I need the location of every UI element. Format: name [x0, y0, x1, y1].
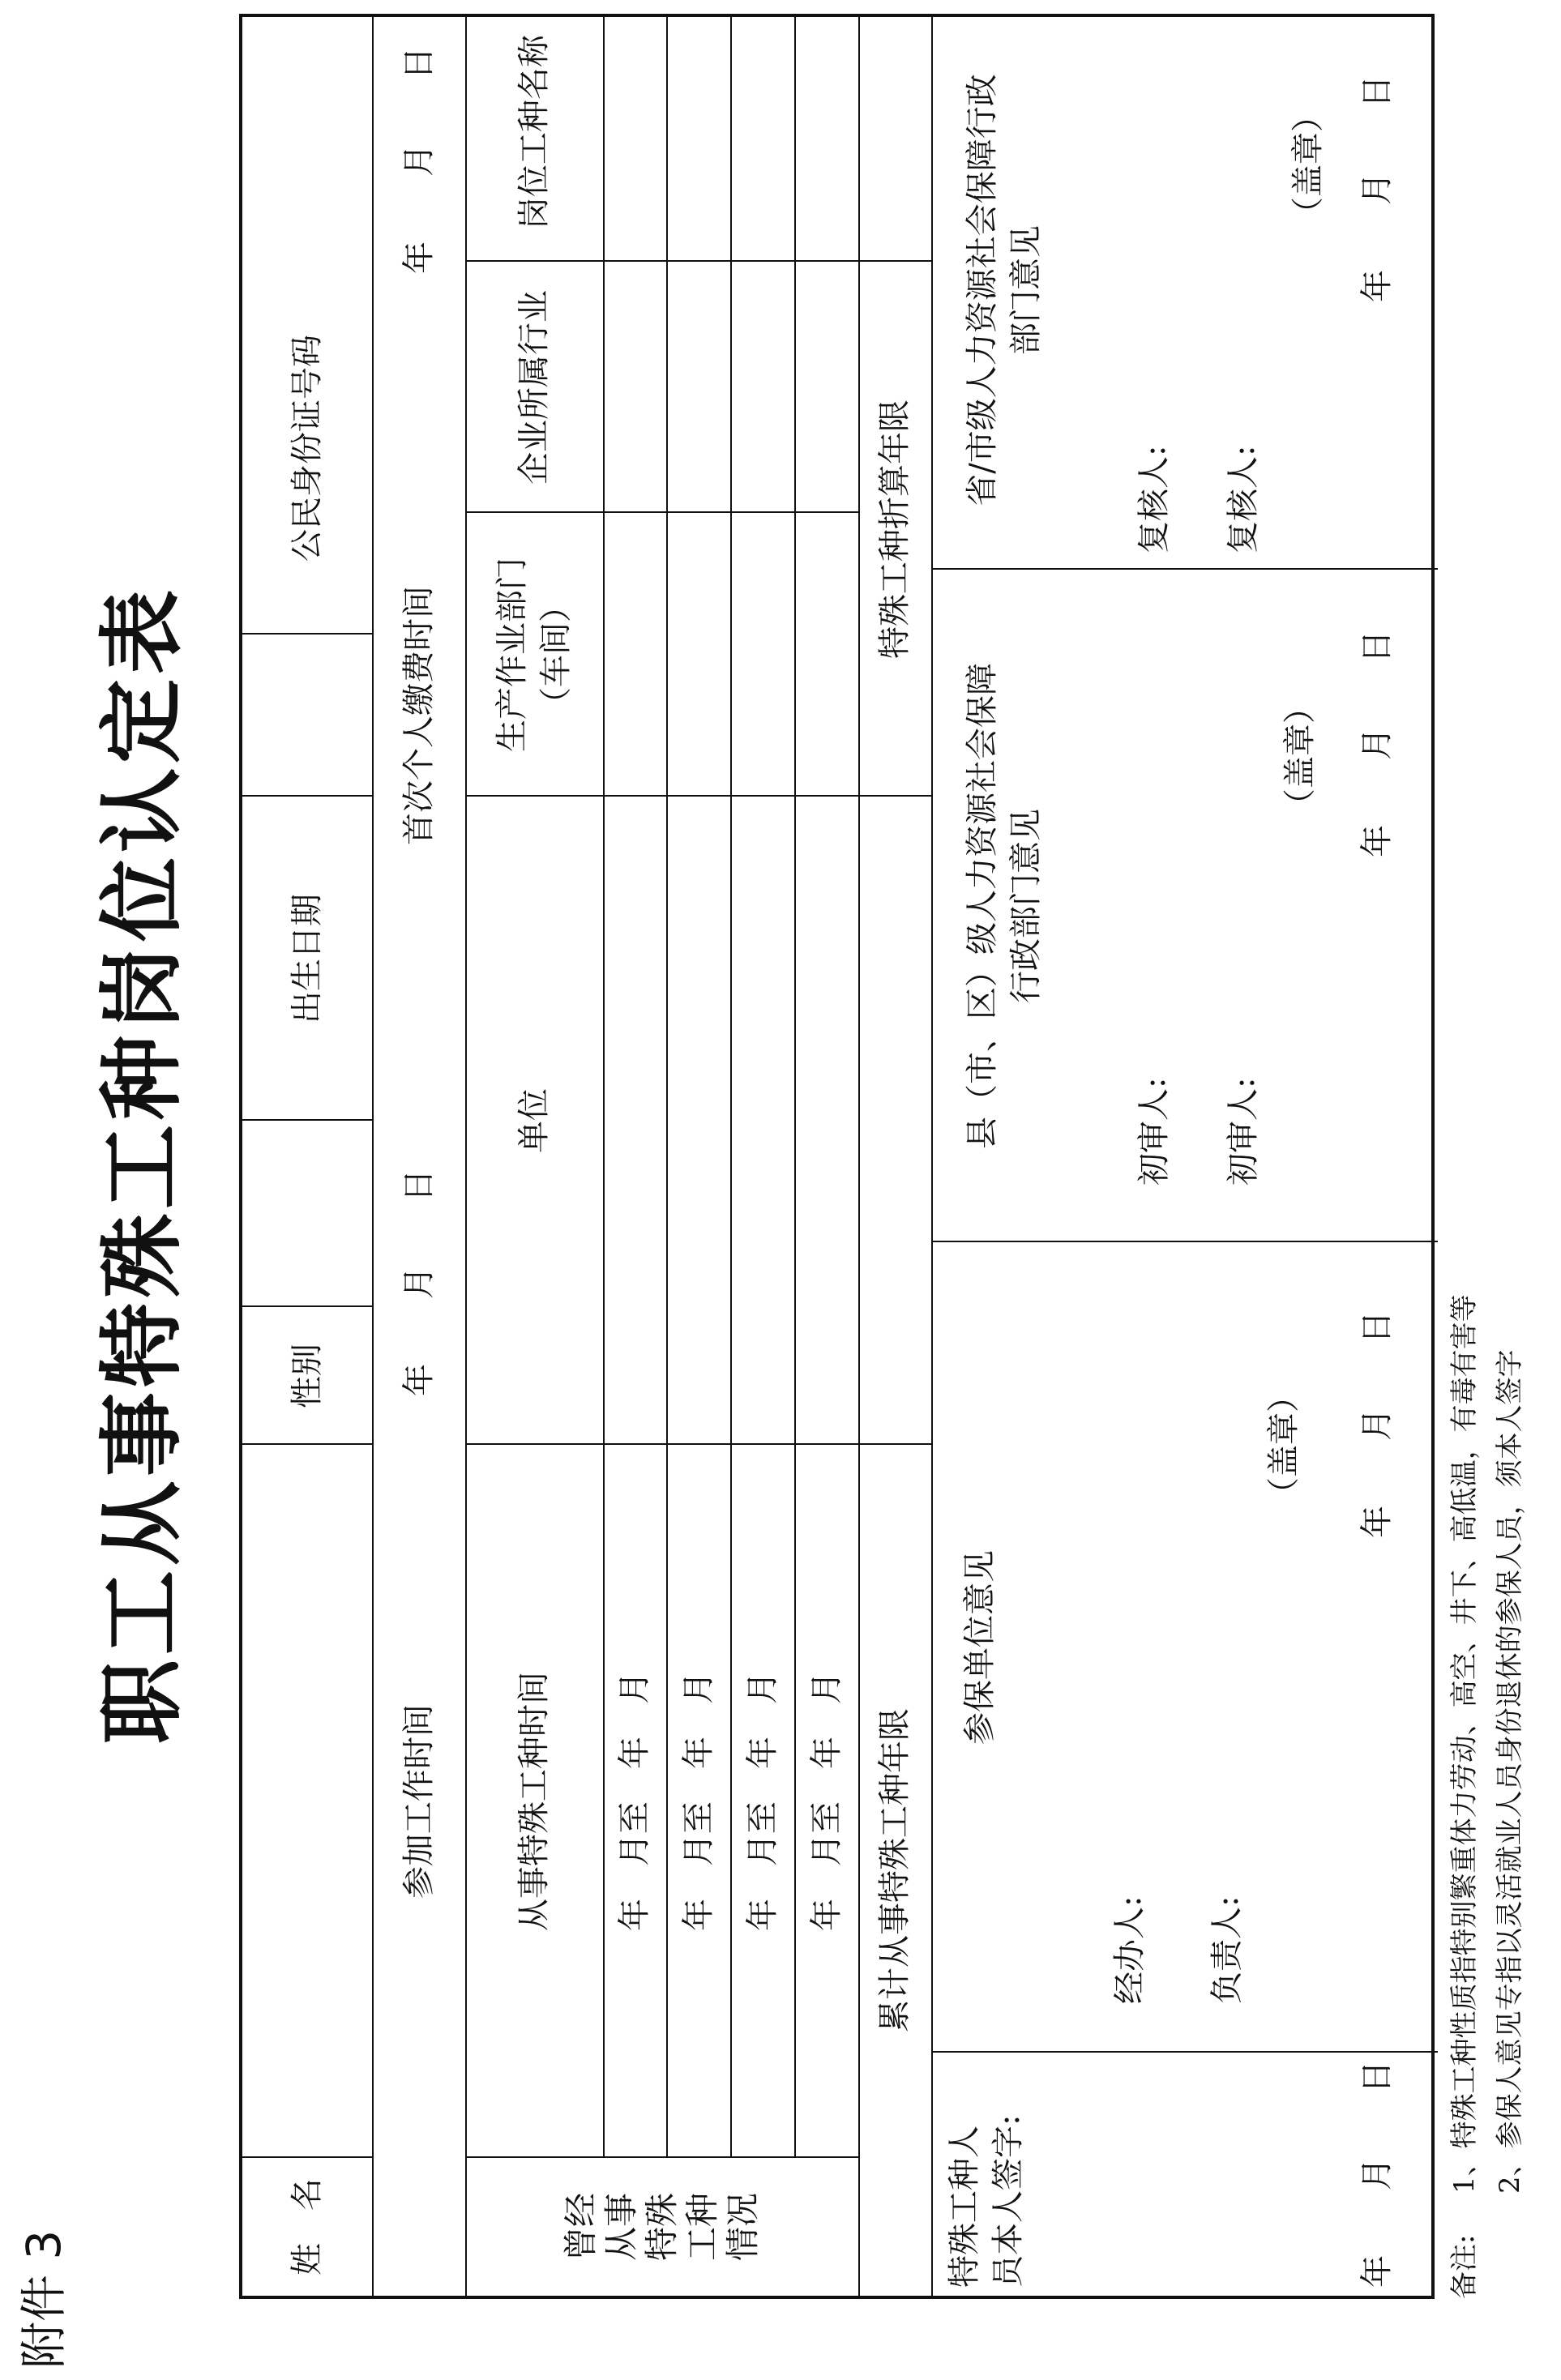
county-opinion-date: 年 月 日: [1358, 630, 1396, 857]
history-period: 年 月至 年 月: [807, 1672, 845, 1931]
employer-handler-label: 经办人:: [1111, 1895, 1148, 2004]
history-section-label: 曾经从事特殊工种情况: [560, 2193, 763, 2262]
id-number-label: 公民身份证号码: [289, 335, 326, 562]
note-line-1: 1、特殊工种性质指特别繁重体力劳动、高空、井下、高低温，有毒有害等: [1448, 1294, 1481, 2194]
worker-signature-date: 年 月 日: [1358, 2061, 1396, 2288]
notes-prefix: 备注:: [1448, 2234, 1481, 2299]
employer-opinion-title: 参保单位意见: [961, 1550, 999, 1745]
province-opinion-title: 省/市级人力资源社会保障行政部门意见: [964, 74, 1045, 506]
employer-opinion-date: 年 月 日: [1358, 1311, 1396, 1538]
work-start-label: 参加工作时间: [400, 1704, 438, 1899]
table-rule: [666, 14, 668, 2158]
table-rule: [242, 1443, 372, 1445]
industry-column-header: 企业所属行业: [515, 290, 553, 485]
table-rule: [931, 1241, 1438, 1242]
first-payment-label: 首次个人缴费时间: [400, 586, 438, 845]
table-rule: [242, 1305, 372, 1307]
certification-table: [239, 14, 1435, 2299]
table-rule: [372, 14, 374, 2296]
birth-date-label: 出生日期: [289, 894, 326, 1023]
period-column-header: 从事特殊工种时间: [515, 1672, 553, 1931]
converted-years-label: 特殊工种折算年限: [876, 400, 913, 659]
province-checker-label: 复核人:: [1135, 445, 1173, 553]
table-rule: [931, 14, 933, 2296]
table-rule: [465, 2158, 467, 2296]
name-label: 姓 名: [289, 2178, 326, 2275]
table-rule: [465, 1443, 931, 1445]
table-rule: [858, 14, 860, 2296]
department-column-header: 生产作业部门（车间）: [494, 558, 575, 752]
annex-label: 附件 3: [16, 2229, 71, 2369]
history-period: 年 月至 年 月: [679, 1672, 717, 1931]
table-rule: [242, 2156, 372, 2158]
table-rule: [242, 1119, 372, 1121]
post-column-header: 岗位工种名称: [515, 35, 553, 229]
table-rule: [242, 633, 372, 635]
county-opinion-title: 县（市、区）级人力资源社会保障行政部门意见: [964, 663, 1045, 1149]
table-rule: [465, 511, 858, 513]
table-rule: [465, 260, 931, 262]
table-rule: [603, 14, 605, 2158]
table-rule: [931, 568, 1438, 570]
province-checker-label: 复核人:: [1225, 445, 1262, 553]
page-title: 职工从事特殊工种岗位认定表: [92, 585, 191, 1745]
employer-responsible-label: 负责人:: [1208, 1895, 1246, 2004]
county-reviewer-label: 初审人:: [1225, 1077, 1262, 1186]
table-rule: [465, 795, 931, 797]
table-rule: [465, 14, 467, 2158]
work-start-date: 年 月 日: [400, 1169, 438, 1396]
worker-signature-label: 特殊工种人员本人签字:: [946, 2114, 1027, 2288]
table-rule: [465, 2156, 858, 2158]
county-seal-label: （盖章）: [1281, 691, 1319, 821]
unit-column-header: 单位: [515, 1088, 553, 1153]
province-seal-label: （盖章）: [1289, 100, 1327, 229]
history-period: 年 月至 年 月: [743, 1672, 781, 1931]
cumulative-years-label: 累计从事特殊工种年限: [876, 1708, 913, 2032]
gender-label: 性别: [289, 1344, 326, 1408]
table-rule: [730, 14, 732, 2158]
first-payment-date: 年 月 日: [400, 47, 438, 274]
table-rule: [931, 2051, 1438, 2053]
note-line-2: 2、参保人意见专指以灵活就业人员身份退休的参保人员，须本人签字: [1494, 1349, 1526, 2194]
history-period: 年 月至 年 月: [616, 1672, 653, 1931]
table-rule: [242, 795, 372, 797]
county-reviewer-label: 初审人:: [1135, 1077, 1173, 1186]
employer-seal-label: （盖章）: [1265, 1380, 1302, 1510]
province-opinion-date: 年 月 日: [1358, 75, 1396, 302]
table-rule: [794, 14, 796, 2158]
